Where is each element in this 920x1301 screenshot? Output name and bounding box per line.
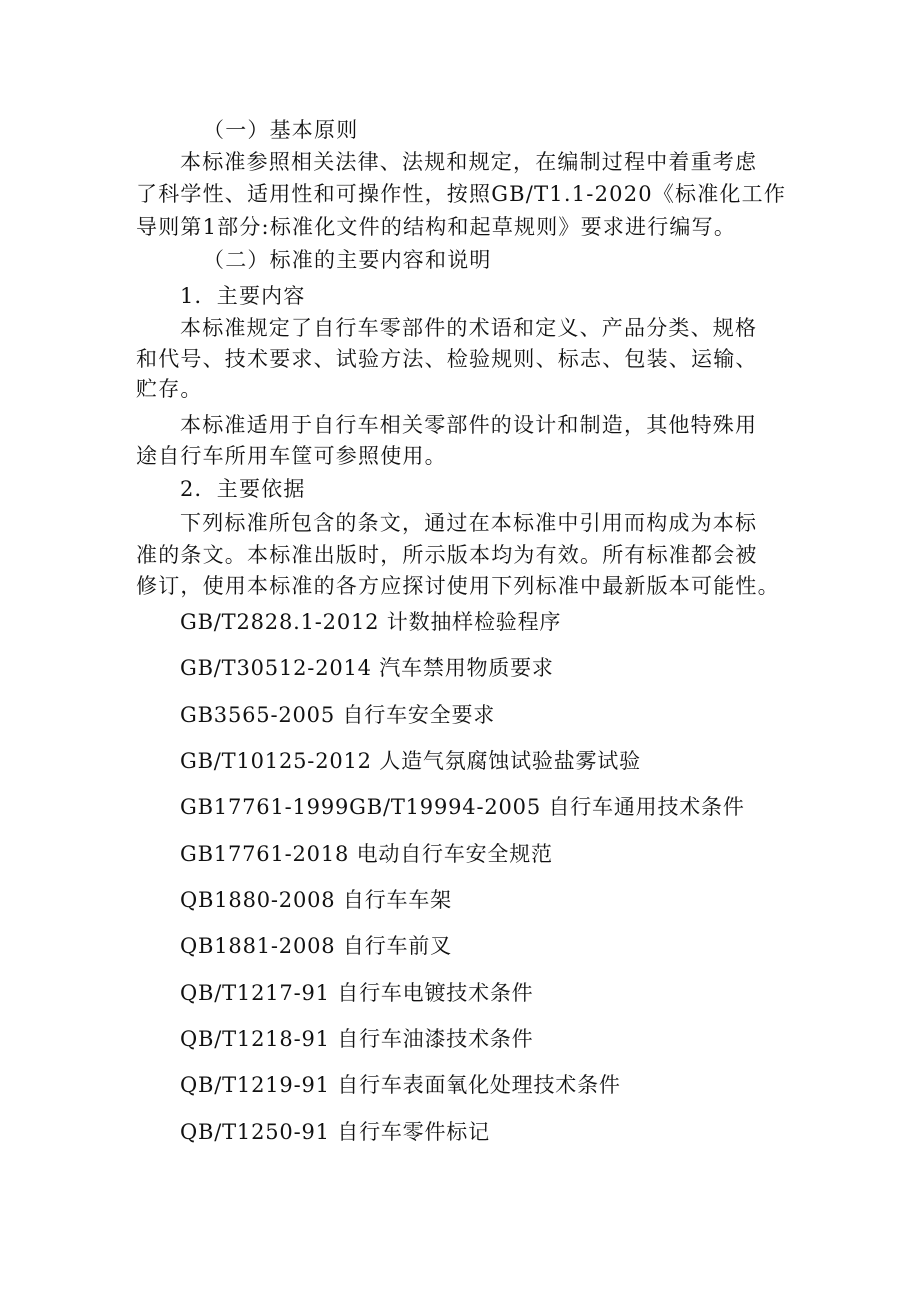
paragraph-line: 下列标准所包含的条文，通过在本标准中引用而构成为本标 bbox=[180, 511, 758, 535]
reference-item: QB1881-2008 自行车前叉 bbox=[180, 934, 452, 958]
paragraph-line: 导则第1部分:标准化文件的结构和起草规则》要求进行编写。 bbox=[136, 215, 737, 239]
paragraph-line: 途自行车所用车筐可参照使用。 bbox=[136, 444, 447, 468]
reference-item: QB1880-2008 自行车车架 bbox=[180, 888, 452, 912]
reference-item: GB17761-1999GB/T19994-2005 自行车通用技术条件 bbox=[180, 795, 745, 819]
reference-item: QB/T1219-91 自行车表面氧化处理技术条件 bbox=[180, 1073, 621, 1097]
reference-item: GB17761-2018 电动自行车安全规范 bbox=[180, 842, 553, 866]
paragraph-line: 本标准规定了自行车零部件的术语和定义、产品分类、规格 bbox=[180, 316, 758, 340]
paragraph-line: 了科学性、适用性和可操作性，按照GB/T1.1-2020《标准化工作 bbox=[136, 182, 787, 206]
paragraph-line: 修订，使用本标准的各方应探讨使用下列标准中最新版本可能性。 bbox=[136, 574, 780, 598]
section-heading-main-content: （二）标准的主要内容和说明 bbox=[203, 248, 492, 272]
reference-item: QB/T1217-91 自行车电镀技术条件 bbox=[180, 981, 534, 1005]
item-title-main-basis: 2．主要依据 bbox=[180, 477, 306, 501]
reference-item: GB/T10125-2012 人造气氛腐蚀试验盐雾试验 bbox=[180, 749, 641, 773]
paragraph-line: 本标准参照相关法律、法规和规定，在编制过程中着重考虑 bbox=[180, 150, 758, 174]
reference-item: QB/T1218-91 自行车油漆技术条件 bbox=[180, 1027, 534, 1051]
paragraph-line: 贮存。 bbox=[136, 377, 203, 401]
reference-item: GB/T30512-2014 汽车禁用物质要求 bbox=[180, 656, 554, 680]
paragraph-line: 本标准适用于自行车相关零部件的设计和制造，其他特殊用 bbox=[180, 413, 758, 437]
paragraph-line: 和代号、技术要求、试验方法、检验规则、标志、包装、运输、 bbox=[136, 347, 758, 371]
reference-item: GB3565-2005 自行车安全要求 bbox=[180, 703, 496, 727]
section-heading-basic-principles: （一）基本原则 bbox=[203, 118, 359, 142]
paragraph-line: 准的条文。本标准出版时，所示版本均为有效。所有标准都会被 bbox=[136, 543, 758, 567]
item-title-main-content: 1．主要内容 bbox=[180, 284, 306, 308]
reference-item: GB/T2828.1-2012 计数抽样检验程序 bbox=[180, 610, 562, 634]
reference-item: QB/T1250-91 自行车零件标记 bbox=[180, 1120, 490, 1144]
